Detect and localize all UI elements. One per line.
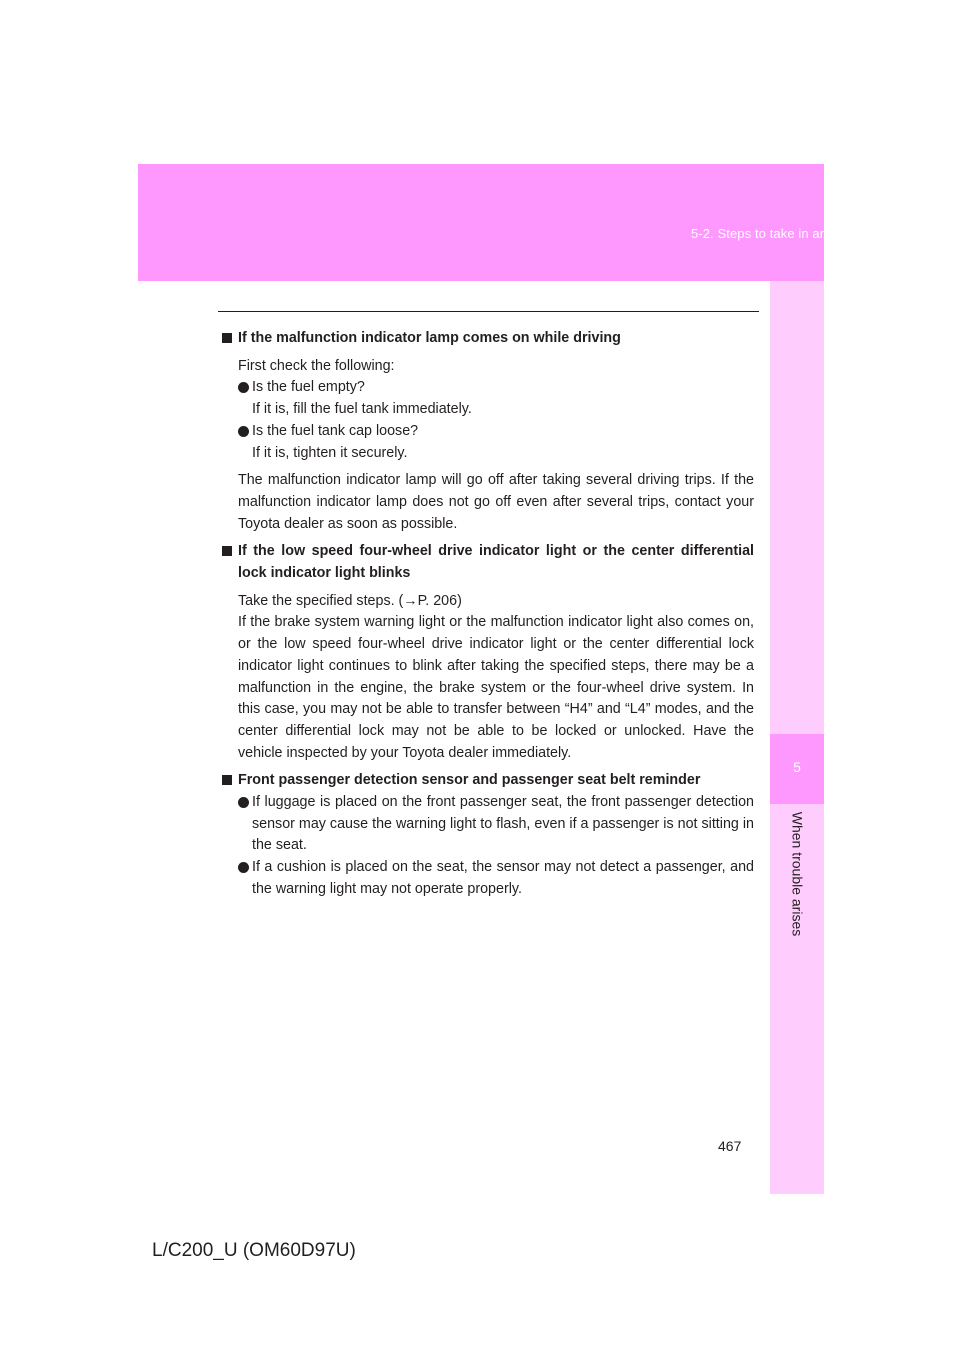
side-tab — [770, 281, 824, 1194]
chapter-label: When trouble arises — [789, 811, 806, 937]
circle-bullet-icon — [238, 862, 249, 873]
chapter-number: 5 — [793, 759, 801, 775]
list-item: If luggage is placed on the front passenger seat, the front passenger detection sensor may cause the warning light to flash, even if a passenger is not sitting in the seat. — [238, 792, 754, 857]
square-bullet-icon — [222, 775, 232, 785]
section-heading-4wd-indicator: If the low speed four-wheel drive indicator light or the center differential lock indicator light blinks — [222, 541, 754, 584]
page-content — [222, 328, 754, 901]
section-title: 5-2. Steps to take in an emergency — [690, 226, 896, 241]
square-bullet-icon — [222, 546, 232, 556]
circle-bullet-icon — [238, 382, 249, 393]
list-item: Is the fuel tank cap loose? If it is, tighten it securely. — [222, 421, 754, 464]
chapter-label-container — [782, 804, 812, 944]
square-bullet-icon — [222, 333, 232, 343]
section-closing: The malfunction indicator lamp will go off after taking several driving trips. If the malfunction indicator lamp does not go off even after several trips, contact your Toyota dealer as soon as possible. — [238, 472, 754, 532]
section-heading-passenger-sensor: Front passenger detection sensor and passenger seat belt reminder — [222, 770, 754, 792]
page-number: 467 — [718, 1138, 742, 1154]
circle-bullet-icon — [238, 797, 249, 808]
circle-bullet-icon — [238, 426, 249, 437]
section-heading-malfunction: If the malfunction indicator lamp comes on while driving — [222, 328, 754, 350]
header-band — [138, 164, 824, 281]
list-item: If a cushion is placed on the seat, the sensor may not detect a passenger, and the warning light may not operate properly. — [238, 857, 754, 900]
list-item: Is the fuel empty? If it is, fill the fuel tank immediately. — [222, 377, 754, 420]
document-code: L/C200_U (OM60D97U) — [152, 1240, 356, 1261]
section-body: Take the specified steps. (→P. 206) If the brake system warning light or the malfunction indicator light also comes on, or the low speed four-wheel drive indicator light or the center differential lock indicator light continues to blink after taking the specified steps, there may be a malfunction in the engine, the brake system or the four-wheel drive system. In this case, you may not be able to transfer between “H4” and “L4” modes, and the center differential lock may not be able to be locked or unlocked. Have the vehicle inspected by your Toyota dealer immediately. — [238, 592, 754, 761]
section-intro: First check the following: — [238, 357, 395, 374]
header-rule — [218, 311, 759, 312]
